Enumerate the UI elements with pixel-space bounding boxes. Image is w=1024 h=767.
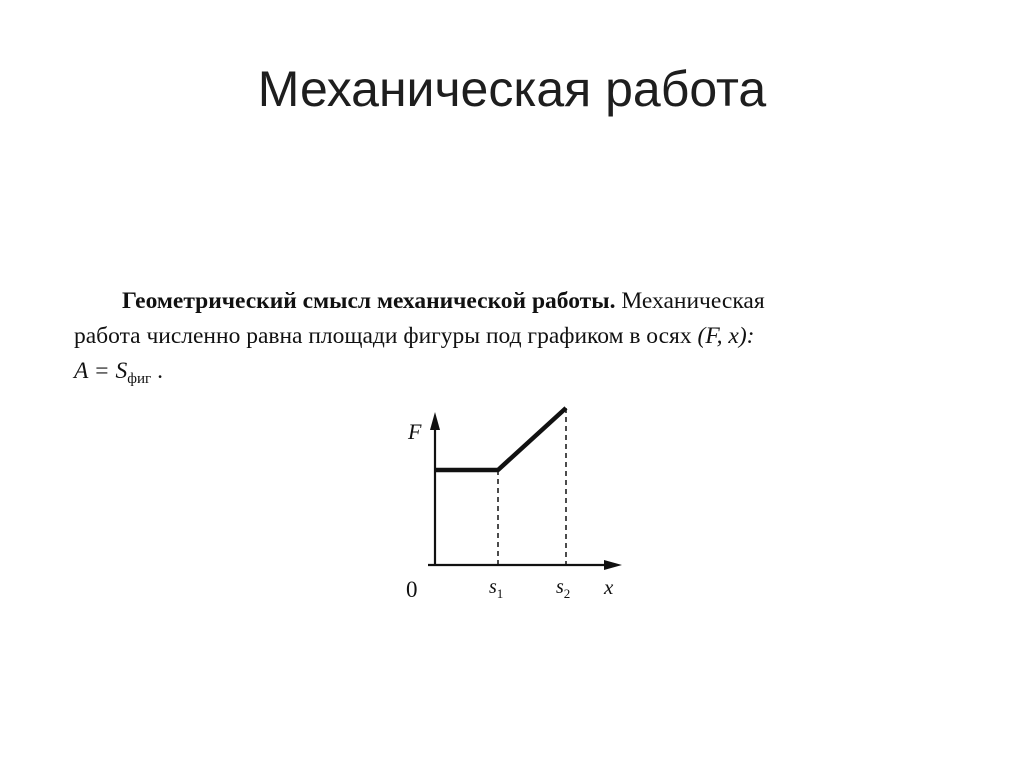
paragraph-line-2 bbox=[74, 319, 958, 354]
tick-s1-main: s bbox=[489, 576, 497, 598]
line1-rest: Механическая bbox=[615, 288, 765, 314]
y-axis-label: F bbox=[408, 419, 422, 444]
paragraph-line-1 bbox=[74, 284, 958, 319]
force-curve bbox=[435, 408, 566, 470]
origin-label: 0 bbox=[406, 577, 418, 602]
x-axis-label: x bbox=[604, 575, 614, 599]
y-axis-arrow bbox=[430, 412, 440, 430]
tick-s1-sub: 1 bbox=[496, 586, 504, 601]
line2-text: работа численно равна площади фигуры под графиком в осях bbox=[74, 323, 692, 349]
x-axis-arrow bbox=[604, 560, 622, 570]
tick-s2-sub: 2 bbox=[563, 586, 571, 601]
force-displacement-graph bbox=[395, 400, 635, 610]
tick-label-s1 bbox=[489, 576, 503, 601]
formula-subscript: фиг bbox=[127, 371, 152, 387]
tick-label-s2 bbox=[556, 576, 570, 601]
formula-lhs: A = S bbox=[74, 358, 128, 384]
formula-line bbox=[74, 354, 958, 397]
definition-paragraph bbox=[74, 284, 958, 397]
tick-s2-main: s bbox=[556, 576, 564, 598]
bold-lead: Геометрический смысл механической работы. bbox=[122, 288, 616, 314]
formula-end: . bbox=[151, 358, 163, 384]
slide-title: Механическая работа bbox=[257, 61, 767, 117]
axes-pair: (F, x): bbox=[697, 323, 755, 349]
